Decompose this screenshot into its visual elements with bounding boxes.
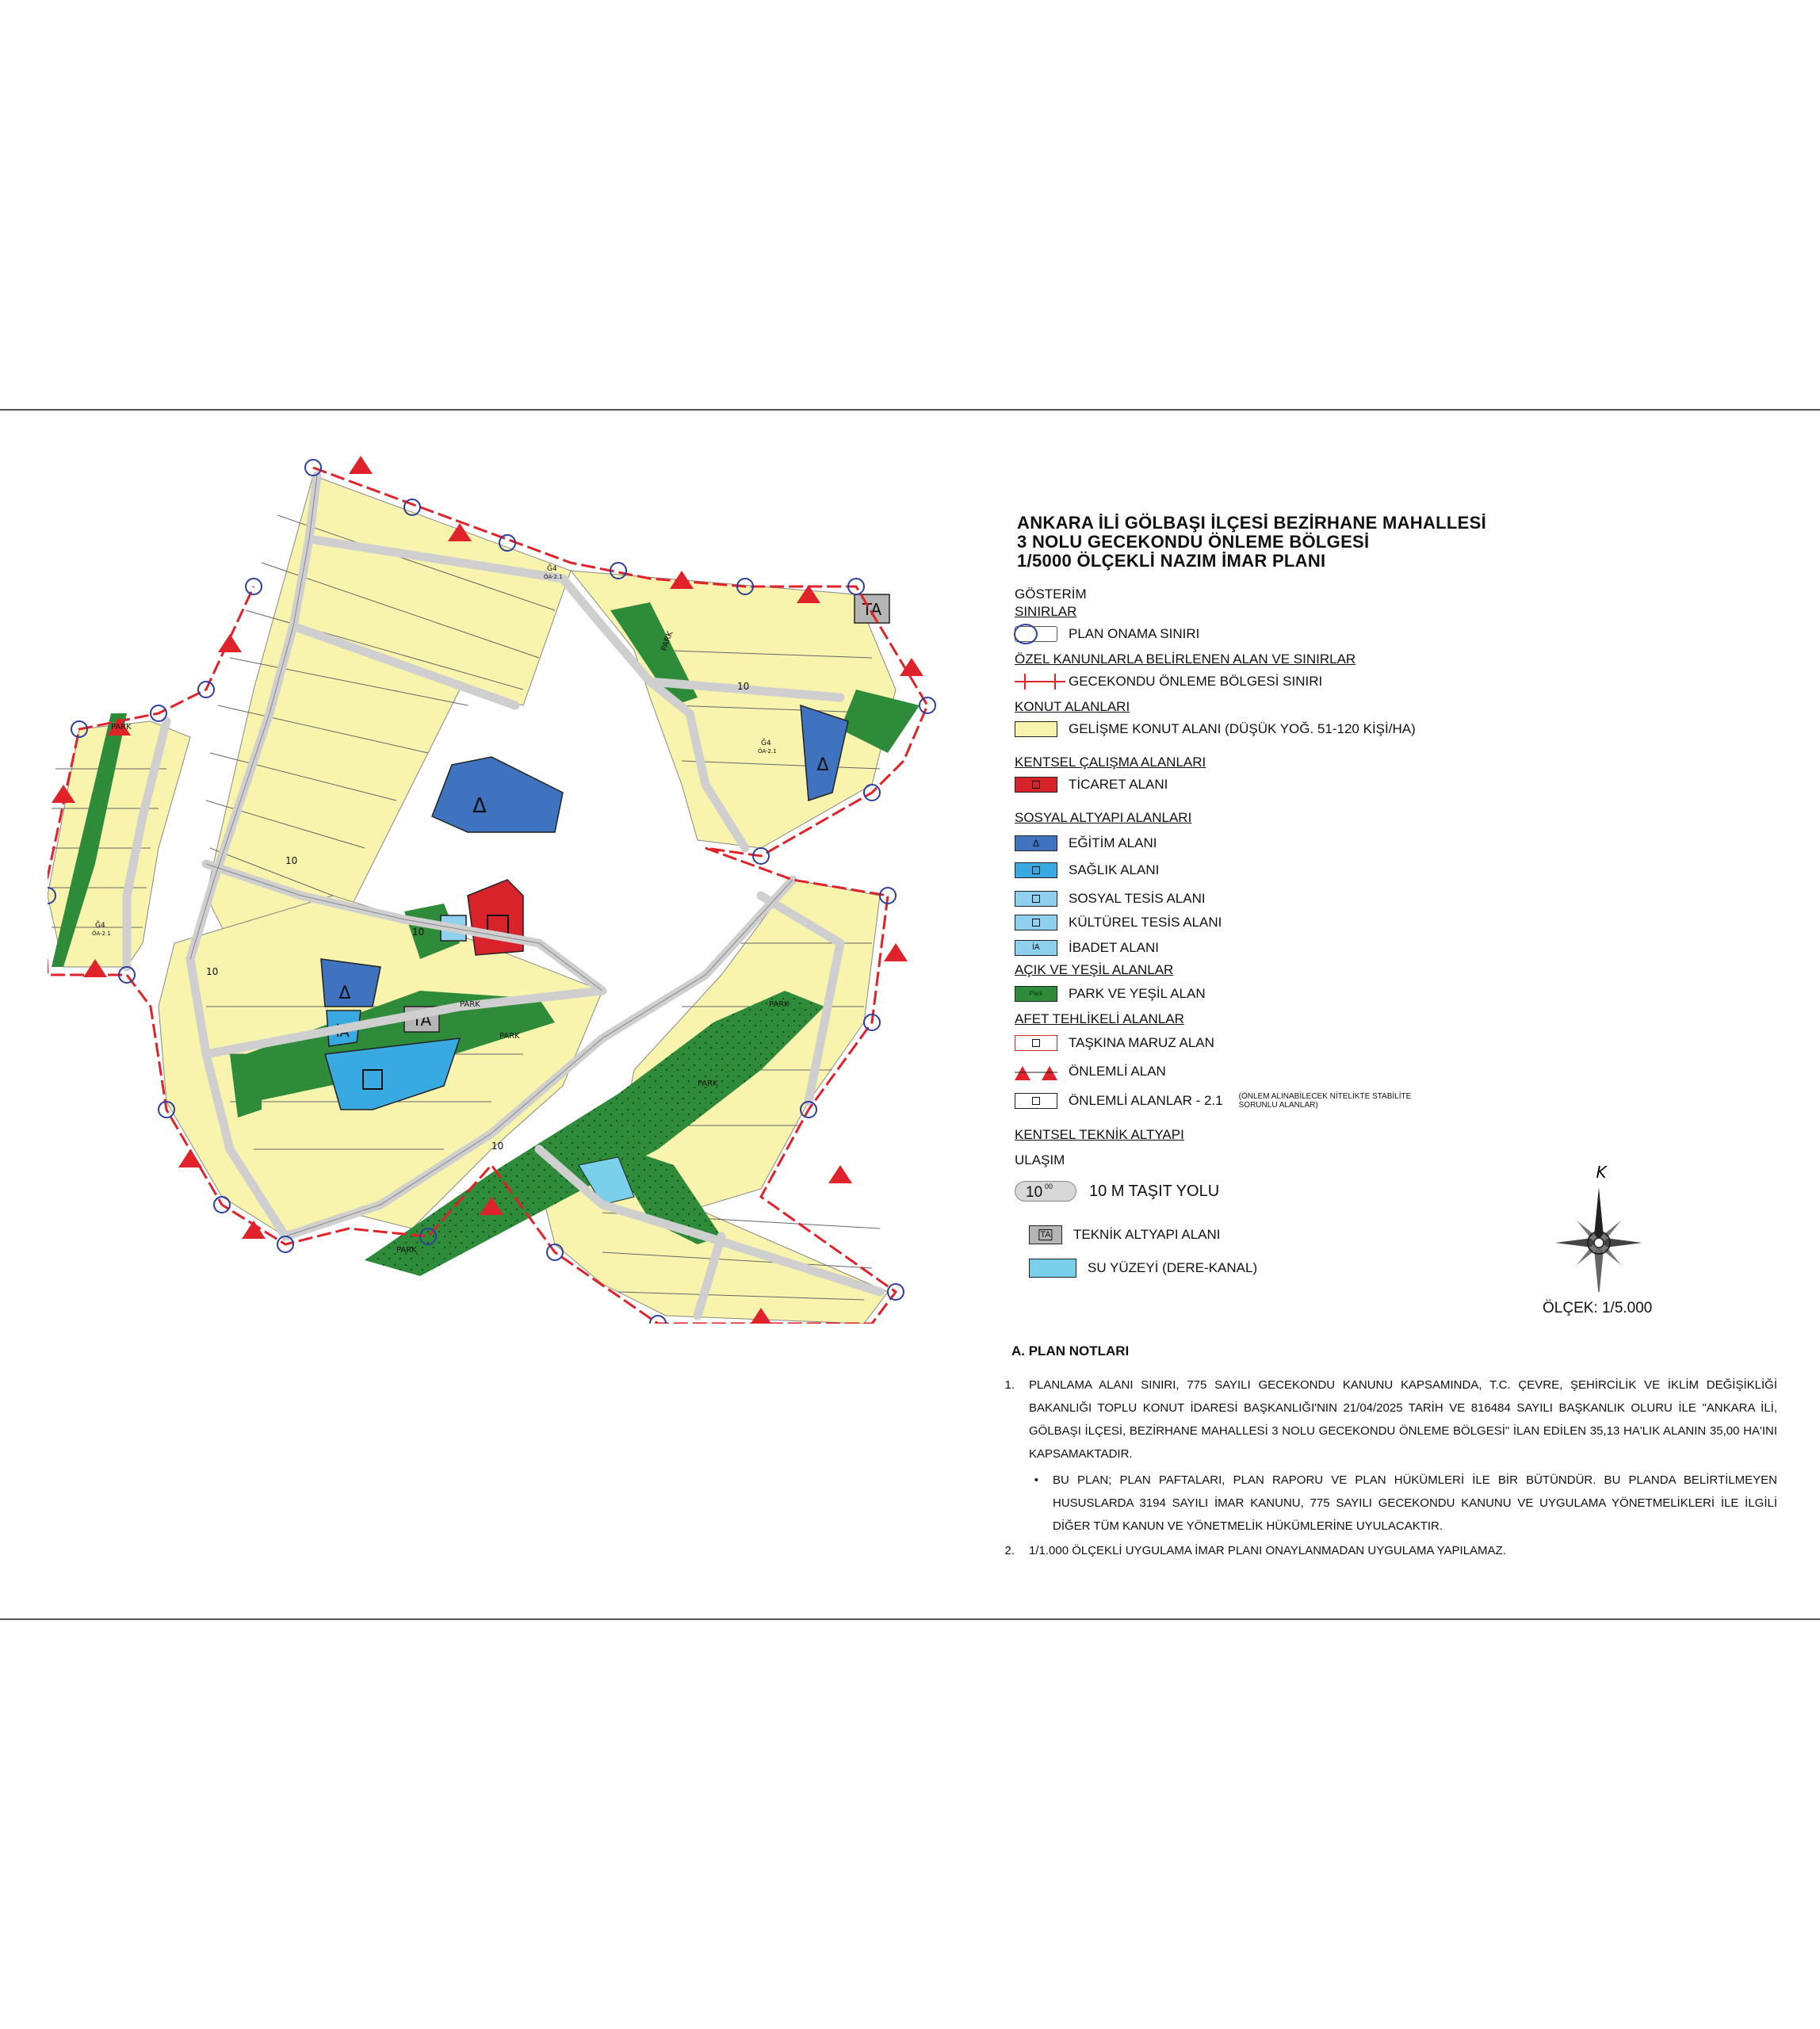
onlemli-triangles-icon (1015, 1063, 1057, 1080)
title-line-1: ANKARA İLİ GÖLBAŞI İLÇESİ BEZİRHANE MAHALLESİ (1017, 513, 1487, 533)
park-label-5: PARK (698, 1079, 718, 1088)
legend-item-sosyal-tesis[interactable] (1015, 889, 1206, 908)
legend-item-park[interactable] (1015, 984, 1206, 1003)
road-label-3: 10 (737, 681, 750, 692)
road-label-4: 10 (491, 1141, 504, 1152)
legend-section-afet: AFET TEHLİKELİ ALANLAR (1015, 1011, 1184, 1026)
taskin-label: TAŞKINA MARUZ ALAN (1069, 1035, 1214, 1050)
legend-item-tasit-yolu[interactable] (1015, 1178, 1219, 1205)
scale-label: ÖLÇEK: 1/5.000 (1543, 1300, 1653, 1316)
legend-item-su-yuzeyi[interactable] (1015, 1259, 1257, 1278)
legend-item-saglik[interactable] (1015, 861, 1159, 880)
plan-notes (991, 1339, 1777, 1562)
onlemli21-icon (1032, 1097, 1040, 1105)
legend-item-onlemli[interactable] (1015, 1062, 1166, 1081)
legend-item-plan-onama[interactable] (1015, 625, 1199, 644)
park-label-7: PARK (111, 723, 132, 732)
park-label: PARK VE YEŞİL ALAN (1069, 986, 1206, 1001)
plot-code-1: Ğ4 (547, 565, 557, 573)
bottom-rule (0, 1618, 1820, 1620)
legend-section-teknik: KENTSEL TEKNİK ALTYAPI (1015, 1127, 1184, 1142)
note-text: BU PLAN; PLAN PAFTALARI, PLAN RAPORU VE PLAN HÜKÜMLERİ İLE BİR BÜTÜNDÜR. BU PLANDA BELİRTİLMEYEN HUSUSLARDA 3194 SAYILI İMAR KANUNU, 775 SAYILI GECEKONDU KANUNU VE UYGULAMA YÖNETMELİKLERİ İLE İLGİLİ DİĞER TÜM KANUN VE YÖNETMELİK HÜKÜMLERİNE UYULACAKTIR. (1053, 1473, 1777, 1533)
legend-section-kentsel-calisma: KENTSEL ÇALIŞMA ALANLARI (1015, 755, 1206, 770)
title-line-2: 3 NOLU GECEKONDU ÖNLEME BÖLGESİ (1017, 532, 1370, 552)
tasit-yolu-sup: 00 (1045, 1183, 1053, 1190)
ta-area-northeast-label: TA (862, 600, 882, 619)
egitim-area-east-label: Δ (816, 755, 829, 775)
plan-map[interactable] (48, 452, 967, 1324)
ticaret-swatch (1015, 777, 1057, 793)
ta-icon: TA (1040, 1230, 1051, 1240)
compass-rose-icon (1555, 1187, 1641, 1292)
legend-item-gelisme-konut[interactable] (1015, 720, 1416, 739)
note-item-bullet (991, 1469, 1777, 1538)
top-rule (0, 409, 1820, 411)
square-icon (1032, 866, 1040, 874)
ticaret-symbol-icon (1032, 781, 1040, 789)
tasit-yolu-number: 10 (1026, 1184, 1043, 1201)
ta-area-center-label: TA (411, 1011, 432, 1030)
park-label-2: PARK (460, 1000, 480, 1009)
taskin-swatch (1015, 1035, 1057, 1051)
su-yuzeyi-label: SU YÜZEYİ (DERE-KANAL) (1088, 1260, 1258, 1275)
north-label: K (1596, 1165, 1607, 1182)
ibadet-icon: İA (1032, 943, 1040, 952)
egitim-swatch (1015, 835, 1057, 851)
ticaret-area[interactable] (468, 880, 523, 955)
legend-section-konut: KONUT ALANLARI (1015, 699, 1130, 714)
plot-sub-1: ÖA-2.1 (544, 574, 563, 580)
kulturel-label: KÜLTÜREL TESİS ALANI (1069, 915, 1222, 930)
gelisme-konut-label: GELİŞME KONUT ALANI (DÜŞÜK YOĞ. 51-120 KİŞİ/HA) (1069, 721, 1416, 736)
cross-box-icon (1032, 895, 1040, 903)
egitim-area-west-label: Δ (338, 984, 351, 1003)
legend-section-sosyal: SOSYAL ALTYAPI ALANLARI (1015, 810, 1192, 825)
ibadet-swatch (1015, 940, 1057, 956)
road-label-1: 10 (285, 855, 298, 866)
legend-item-taskin[interactable] (1015, 1034, 1214, 1053)
onlemli-swatch (1015, 1063, 1057, 1080)
onlemli21-swatch (1015, 1093, 1057, 1109)
legend-item-gecekondu-sinir[interactable] (1015, 672, 1322, 691)
legend-section-ozel: ÖZEL KANUNLARLA BELİRLENEN ALAN VE SINIRLAR (1015, 651, 1356, 667)
legend-section-ulasim: ULAŞIM (1015, 1152, 1065, 1167)
note-item-1 (991, 1374, 1777, 1465)
sosyal-tesis-label: SOSYAL TESİS ALANI (1069, 891, 1206, 906)
north-arrow (1554, 1165, 1641, 1292)
legend-section-acik-yesil: AÇIK VE YEŞİL ALANLAR (1015, 962, 1174, 977)
legend-item-ticaret[interactable] (1015, 775, 1168, 794)
ibadet-label: İBADET ALANI (1069, 940, 1160, 955)
plot-sub-2: ÖA-2.1 (758, 748, 777, 755)
plot-sub-3: ÖA-2.1 (92, 930, 111, 937)
grid-box-icon (1032, 919, 1040, 927)
legend-item-teknik-alan[interactable] (1015, 1225, 1221, 1244)
road-label-2: 10 (412, 927, 425, 938)
park-label-1: PARK (660, 630, 675, 653)
legend-item-ibadet[interactable] (1015, 938, 1159, 957)
teknik-alan-label: TEKNİK ALTYAPI ALANI (1073, 1227, 1221, 1242)
gecekondu-sinir-swatch (1015, 674, 1065, 690)
ibadet-area-label: İA (335, 1024, 350, 1041)
egitim-area-north-label: Δ (472, 794, 487, 818)
tasit-yolu-swatch (1015, 1178, 1078, 1205)
egitim-label: EĞİTİM ALANI (1069, 835, 1157, 850)
gelisme-konut-swatch (1015, 721, 1057, 737)
note-item-2 (991, 1539, 1777, 1562)
onlemli21-label: ÖNLEMLİ ALANLAR - 2.1 (1069, 1093, 1223, 1108)
tasit-yolu-label: 10 M TAŞIT YOLU (1089, 1182, 1220, 1200)
park-swatch (1015, 986, 1057, 1002)
sosyal-tesis-swatch (1015, 891, 1057, 907)
plan-title (1017, 514, 1572, 571)
legend-item-onlemli21[interactable] (1015, 1087, 1421, 1114)
park-label-6: PARK (396, 1246, 417, 1255)
note-text: PLANLAMA ALANI SINIRI, 775 SAYILI GECEKONDU KANUNU KAPSAMINDA, T.C. ÇEVRE, ŞEHİRCİLİK VE İKLİM DEĞİŞİKLİĞİ BAKANLIĞI TOPLU KONUT İDARESİ BAŞKANLIĞI'NIN 21/04/2025 TARİH VE 816484 SAYILI BAŞKANLIK OLURU İLE "ANKARA İLİ, GÖLBAŞI İLÇESİ, BEZİRHANE MAHALLESİ 3 NOLU GECEKONDU ÖNLEME BÖLGESİ" İLAN EDİLEN 35,13 HA'LIK ALANIN 35,00 HA'INI KAPSAMAKTADIR. (1029, 1378, 1777, 1461)
park-swatch-label: Park (1029, 990, 1043, 997)
road-label-5: 10 (206, 966, 219, 977)
plan-onama-label: PLAN ONAMA SINIRI (1069, 626, 1200, 641)
teknik-alan-swatch (1029, 1225, 1062, 1244)
note-number: 2. (1004, 1544, 1015, 1557)
legend-section-sinirlar: SINIRLAR (1015, 604, 1077, 619)
title-line-3: 1/5000 ÖLÇEKLİ NAZIM İMAR PLANI (1017, 551, 1326, 571)
saglik-swatch (1015, 862, 1057, 878)
onlemli21-note: (ÖNLEM ALINABİLECEK NİTELİKTE STABİLİTE SORUNLU ALANLAR) (1238, 1092, 1412, 1110)
triangle-icon: Δ (1032, 838, 1040, 849)
su-yuzeyi-swatch (1029, 1259, 1076, 1278)
plan-onama-swatch (1015, 626, 1057, 642)
taskin-icon (1032, 1039, 1040, 1047)
legend-heading: GÖSTERİM (1015, 587, 1087, 602)
plot-code-2: Ğ4 (761, 739, 771, 747)
saglik-label: SAĞLIK ALANI (1069, 862, 1160, 877)
note-bullet: • (1034, 1473, 1038, 1487)
park-label-3: PARK (499, 1032, 520, 1041)
ticaret-label: TİCARET ALANI (1069, 777, 1168, 792)
plot-code-3: Ğ4 (95, 922, 105, 930)
legend-item-egitim[interactable] (1015, 834, 1157, 853)
note-text: 1/1.000 ÖLÇEKLİ UYGULAMA İMAR PLANI ONAYLANMADAN UYGULAMA YAPILAMAZ. (1029, 1544, 1506, 1557)
legend-item-kulturel[interactable] (1015, 913, 1222, 932)
gecekondu-sinir-label: GECEKONDU ÖNLEME BÖLGESİ SINIRI (1069, 674, 1323, 689)
egitim-area-north[interactable] (432, 757, 563, 832)
kulturel-swatch (1015, 915, 1057, 930)
note-number: 1. (1004, 1378, 1015, 1392)
plan-notes-title: A. PLAN NOTLARI (1011, 1343, 1130, 1358)
park-label-4: PARK (769, 1000, 790, 1009)
onlemli-label: ÖNLEMLİ ALAN (1069, 1064, 1166, 1079)
